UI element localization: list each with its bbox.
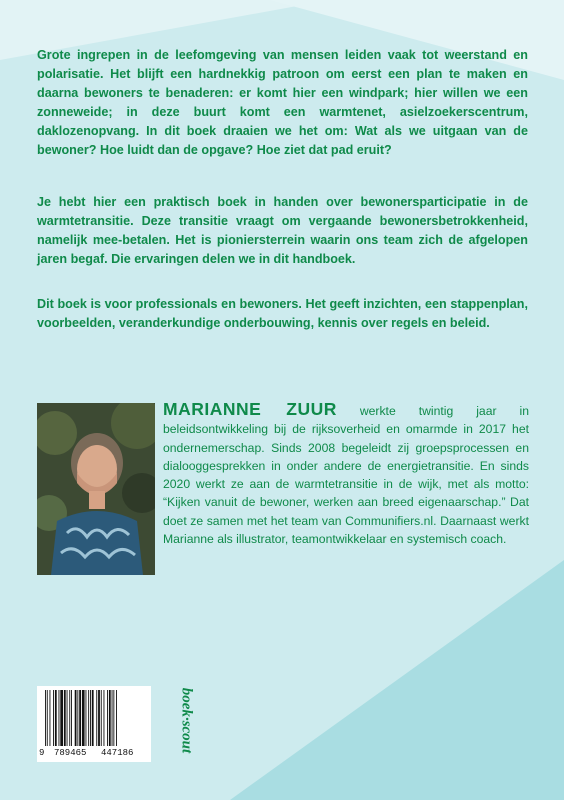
barcode-bar: [112, 690, 113, 746]
barcode-bar: [92, 690, 94, 746]
author-bio-text: werkte twintig jaar in beleidsontwikkeling bij de rijksoverheid en omarmde in 2017 het ondernemerschap. Sinds 2008 begeleidt zij groepsprocessen en dialooggesprekken in onder andere de energietransitie. En sinds 2020 werkt ze aan de warmtetransitie in de wijk, met als motto: “Kijken vanuit de bewoner, werken aan breed eigenaarschap.” Dat doet ze samen met het team van Communifiers.nl. Daarnaast werkt Marianne als illustrator, teamontwikkelaar en systemisch coach.: [163, 404, 529, 547]
barcode-bar: [75, 690, 77, 746]
barcode-bar: [82, 690, 85, 746]
barcode-bar: [64, 690, 66, 746]
barcode-digits-right: 447186: [101, 748, 134, 758]
barcode-bar: [107, 690, 108, 746]
author-bio: [163, 400, 529, 548]
author-photo: [37, 403, 155, 575]
barcode-lead-digit: 9: [39, 748, 45, 758]
barcode-bar: [71, 690, 72, 746]
barcode-bar: [50, 690, 51, 746]
barcode-bar: [96, 690, 97, 746]
blurb-paragraph-1: Grote ingrepen in de leefomgeving van mensen leiden vaak tot weerstand en polarisatie. Het blijft een hardnekkig patroon om eerst een plan te maken en daarna bewoners te benaderen: er komt hier een windpark; hier willen we een zonneweide; in deze buurt komt een warmtenet, asielzoekerscentrum, daklozenopvang. In dit boek draaien we het om: Wat als we uitgaan van de bewoner? Hoe luidt dan de opgave? Hoe ziet dat pad eruit?: [37, 48, 528, 157]
barcode-bar: [116, 690, 117, 746]
barcode-digits-left: 789465: [54, 748, 87, 758]
barcode-bar: [104, 690, 105, 746]
barcode-bar: [60, 690, 63, 746]
barcode-bar: [109, 690, 111, 746]
barcode-bar: [98, 690, 100, 746]
blurb-paragraph-2: Je hebt hier een praktisch boek in handen over bewonersparticipatie in de warmtetransitie. Deze transitie vraagt om vergaande bewonersbetrokkenheid, namelijk mee-betalen. Het is pioniersterrein waarin ons team zich de afgelopen jaren begaf. Die ervaringen delen we in dit handboek.: [37, 195, 528, 266]
barcode-bar: [77, 690, 78, 746]
barcode-bar: [55, 690, 57, 746]
barcode-bar: [59, 690, 60, 746]
barcode-bar: [90, 690, 91, 746]
barcode-bar: [88, 690, 89, 746]
blurb-paragraph-3: Dit boek is voor professionals en bewoners. Het geeft inzichten, een stappenplan, voorbeelden, veranderkundige onderbouwing, kennis over regels en beleid.: [37, 297, 528, 330]
barcode-bar: [45, 690, 46, 746]
isbn-barcode: [37, 686, 151, 762]
barcode-bar: [53, 690, 54, 746]
barcode-bar: [101, 690, 102, 746]
barcode-bar: [67, 690, 68, 746]
barcode-bar: [79, 690, 81, 746]
author-name: MARIANNE ZUUR: [163, 399, 337, 419]
barcode-bar: [86, 690, 87, 746]
barcode-bar: [69, 690, 70, 746]
barcode-bar: [47, 690, 48, 746]
barcode-bar: [113, 690, 114, 746]
publisher-logo: boek·scout: [178, 687, 195, 754]
